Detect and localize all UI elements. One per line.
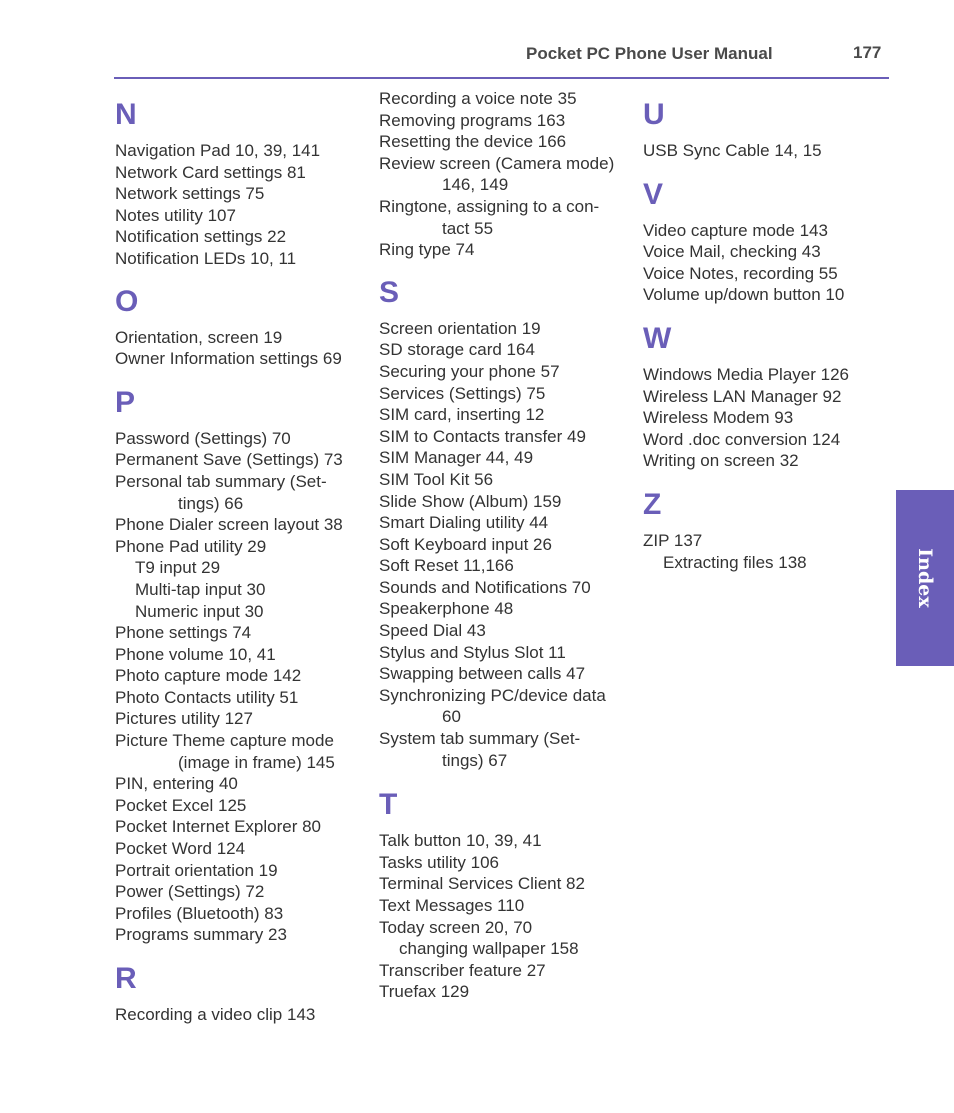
index-entry: Recording a voice note 35 [379, 89, 577, 108]
index-entry: 146, 149 [442, 175, 509, 195]
index-entry: Pocket Excel 125 [115, 795, 247, 815]
index-section [115, 95, 377, 270]
index-section [643, 319, 905, 472]
index-entry: Wireless Modem 93 [643, 408, 794, 428]
index-entry: Portrait orientation 19 [115, 860, 278, 880]
index-entry: Notification settings 22 [115, 227, 287, 247]
index-entry: tings) 66 [178, 493, 244, 513]
entry-list [379, 318, 641, 771]
index-entry: Voice Notes, recording 55 [643, 263, 838, 283]
index-entry: Securing your phone 57 [379, 361, 560, 381]
index-entry: Notification LEDs 10, 11 [115, 248, 297, 268]
index-subentry: changing wallpaper 158 [399, 939, 579, 959]
index-entry: Slide Show (Album) 159 [379, 491, 562, 511]
index-section [643, 485, 905, 573]
index-entry: Swapping between calls 47 [379, 664, 586, 684]
index-entry: Talk button 10, 39, 41 [379, 831, 542, 851]
index-entry: Terminal Services Client 82 [379, 874, 585, 894]
index-entry: 60 [442, 707, 461, 727]
index-entry: tact 55 [442, 218, 494, 238]
index-entry: Photo capture mode 142 [115, 666, 302, 686]
index-entry: Voice Mail, checking 43 [643, 242, 821, 262]
index-entry: Phone Dialer screen layout 38 [115, 515, 343, 535]
index-entry: System tab summary (Set- [379, 729, 581, 749]
index-entry: Soft Reset 11,166 [379, 556, 514, 576]
index-entry: Phone volume 10, 41 [115, 644, 276, 664]
entry-list [643, 140, 905, 162]
index-entry: Writing on screen 32 [643, 451, 799, 471]
section-letter: T [379, 788, 398, 822]
index-entry: SIM to Contacts transfer 49 [379, 426, 586, 446]
index-entry: Smart Dialing utility 44 [379, 513, 549, 533]
index-entry: Power (Settings) 72 [115, 882, 265, 902]
entry-list [115, 1004, 377, 1026]
index-entry: Ring type 74 [379, 240, 475, 260]
index-entry: Pictures utility 127 [115, 709, 253, 729]
index-entry: Ringtone, assigning to a con- [379, 196, 600, 216]
index-section [379, 785, 641, 1003]
index-entry: Password (Settings) 70 [115, 428, 291, 448]
index-column-3 [643, 95, 905, 573]
index-entry: USB Sync Cable 14, 15 [643, 141, 822, 160]
index-subentry: Numeric input 30 [135, 601, 264, 621]
index-entry: tings) 67 [442, 750, 508, 770]
index-entry: Services (Settings) 75 [379, 383, 546, 403]
index-entry: Volume up/down button 10 [643, 285, 845, 305]
entry-list [643, 364, 905, 472]
index-entry: PIN, entering 40 [115, 774, 238, 794]
index-entry: Transcriber feature 27 [379, 960, 546, 980]
index-entry: SIM card, inserting 12 [379, 405, 545, 425]
index-section [115, 383, 377, 946]
index-entry: SIM Tool Kit 56 [379, 469, 494, 489]
index-entry: Review screen (Camera mode) [379, 153, 615, 173]
index-entry: Removing programs 163 [379, 110, 566, 130]
index-section [643, 175, 905, 306]
index-entry: Permanent Save (Settings) 73 [115, 450, 343, 470]
header-divider [114, 77, 889, 79]
index-column-1 [115, 95, 377, 1026]
index-entry: Speed Dial 43 [379, 621, 486, 641]
index-entry: Synchronizing PC/device data [379, 685, 606, 705]
index-entry: Video capture mode 143 [643, 220, 828, 240]
section-letter: P [115, 385, 136, 419]
index-entry: SIM Manager 44, 49 [379, 448, 534, 468]
section-letter: W [643, 321, 672, 355]
index-entry: Owner Information settings 69 [115, 349, 342, 369]
side-tab-label: Index [914, 548, 936, 608]
entry-list [115, 428, 377, 946]
index-entry: Tasks utility 106 [379, 852, 499, 872]
index-entry: (image in frame) 145 [178, 752, 335, 772]
index-entry: Pocket Internet Explorer 80 [115, 817, 322, 837]
index-entry: Programs summary 23 [115, 925, 287, 945]
index-entry: Orientation, screen 19 [115, 327, 283, 347]
index-entry: Today screen 20, 70 [379, 917, 533, 937]
index-entry: Screen orientation 19 [379, 318, 541, 338]
index-entry: Recording a video clip 143 [115, 1005, 316, 1024]
index-entry: Word .doc conversion 124 [643, 429, 841, 449]
index-section [379, 88, 641, 261]
index-entry: Wireless LAN Manager 92 [643, 386, 842, 406]
section-letter: V [643, 177, 664, 211]
index-entry: ZIP 137 [643, 530, 703, 550]
index-entry: Phone settings 74 [115, 623, 252, 643]
section-letter: N [115, 98, 137, 131]
section-letter: Z [643, 487, 662, 521]
index-subentry: Extracting files 138 [663, 552, 807, 572]
index-section [379, 273, 641, 771]
entry-list [643, 530, 905, 573]
section-letter: O [115, 284, 139, 318]
entry-list [379, 830, 641, 1003]
index-entry: Stylus and Stylus Slot 11 [379, 642, 566, 662]
index-column-2 [379, 89, 641, 1003]
index-section [115, 282, 377, 370]
entry-list [115, 327, 377, 370]
index-side-tab[interactable] [896, 490, 954, 666]
index-entry: Photo Contacts utility 51 [115, 687, 299, 707]
index-entry: Truefax 129 [379, 982, 470, 1002]
index-entry: Profiles (Bluetooth) 83 [115, 903, 284, 923]
index-entry: Speakerphone 48 [379, 599, 514, 619]
index-entry: SD storage card 164 [379, 340, 535, 360]
index-entry: Resetting the device 166 [379, 132, 567, 152]
page-number: 177 [853, 43, 882, 62]
section-letter: R [115, 962, 137, 995]
index-entry: Windows Media Player 126 [643, 364, 849, 384]
index-entry: Pocket Word 124 [115, 839, 246, 859]
index-entry: Network settings 75 [115, 184, 265, 204]
section-letter: U [643, 98, 665, 131]
index-entry: Soft Keyboard input 26 [379, 534, 552, 554]
index-entry: Sounds and Notifications 70 [379, 577, 591, 597]
index-entry: Picture Theme capture mode [115, 731, 334, 751]
index-entry: Notes utility 107 [115, 205, 236, 225]
index-section [115, 959, 377, 1026]
entry-list [643, 220, 905, 306]
section-letter: S [379, 275, 400, 309]
index-subentry: T9 input 29 [135, 558, 221, 578]
index-entry: Personal tab summary (Set- [115, 471, 327, 491]
index-subentry: Multi-tap input 30 [135, 579, 266, 599]
index-entry: Phone Pad utility 29 [115, 536, 267, 556]
index-section [643, 95, 905, 162]
index-entry: Network Card settings 81 [115, 162, 306, 182]
manual-title: Pocket PC Phone User Manual [526, 44, 773, 63]
index-entry: Navigation Pad 10, 39, 141 [115, 141, 321, 160]
entry-list [115, 140, 377, 270]
entry-list [379, 88, 641, 261]
index-entry: Text Messages 110 [379, 896, 525, 915]
